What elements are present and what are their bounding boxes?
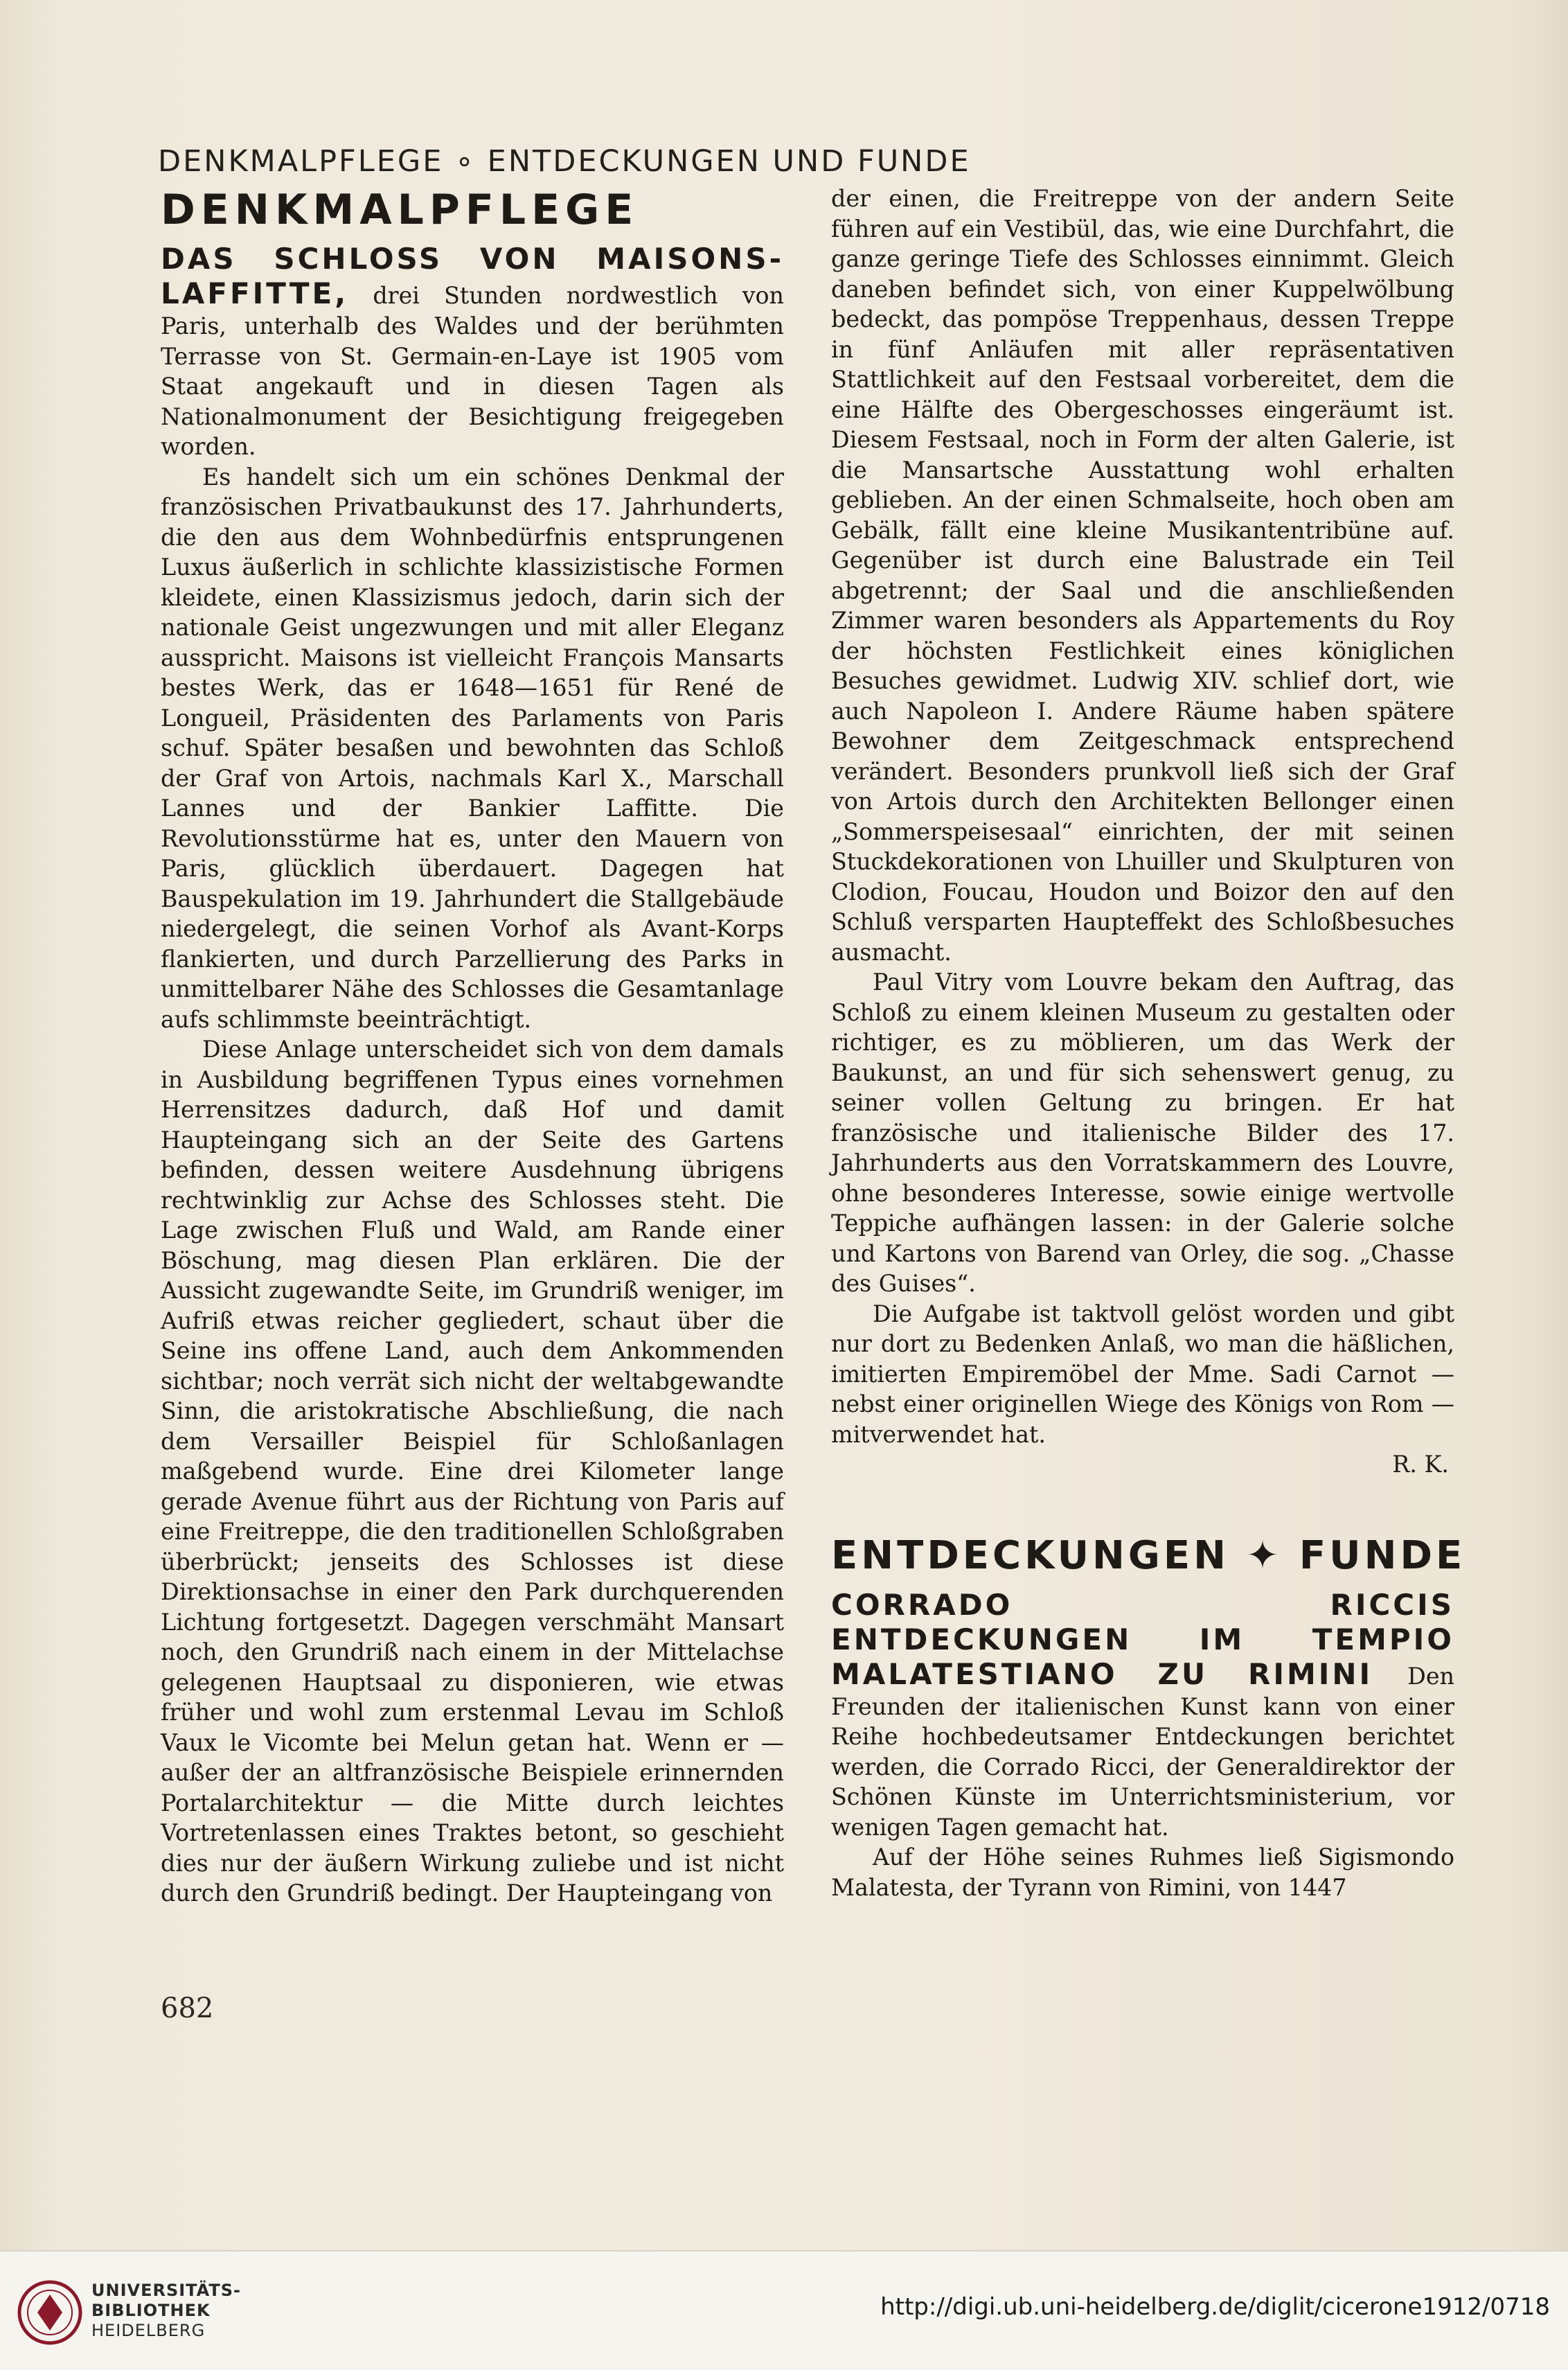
right-column (831, 184, 1466, 1902)
article-opening-paragraph (831, 1588, 1454, 1843)
article-opening-paragraph (161, 242, 784, 462)
article-opening-text: Den Freunden der italienischen Kunst kann von einer Reihe hochbedeutsamer Entdeckungen berichtet werden, die Corrado Ricci, der Generaldirektor der Schönen Künste im Unterrichtsministerium, vor wenigen Tagen gemacht hat. (831, 1662, 1454, 1841)
paragraph: Diese Anlage unterscheidet sich von dem damals in Ausbildung begriffenen Typus eines vornehmen Herrensitzes dadurch, daß Hof und damit Haupteingang sich an der Seite des Gartens befinden, dessen weitere Ausdehnung übrigens rechtwinklig zur Achse des Schlosses steht. Die Lage zwischen Fluß und Wald, am Rande einer Böschung, mag diesen Plan erklären. Die der Aussicht zugewandte Seite, im Grundriß weniger, im Aufriß etwas reicher gegliedert, schaut über die Seine ins offene Land, auch dem Ankommenden sichtbar; noch verrät sich nicht der weltabgewandte Sinn, die aristokratische Abschließung, die nach dem Versailler Beispiel für Schloßanlagen maßgebend wurde. Eine drei Kilometer lange gerade Avenue führt aus der Richtung von Paris auf eine Freitreppe, die den traditionellen Schloßgraben überbrückt; jenseits des Schlosses ist diese Direktionsachse in einer den Park durchquerenden Lichtung fortgesetzt. Dagegen verschmäht Mansart noch, den Grundriß nach einem in der Mittelachse gelegenen Hauptsaal zu disponieren, wie etwas früher und wohl zum erstenmal Levau im Schloß Vaux le Vicomte bei Melun getan hat. Wenn er — außer der an altfranzösische Beispiele erinnernden Portalarchitektur — die Mitte durch leichtes Vortretenlassen eines Traktes betont, so geschieht dies nur der äußern Wirkung zuliebe und ist nicht durch den Grundriß bedingt. Der Haupteingang von (161, 1036, 784, 1907)
article-opening-text: drei Stunden nordwestlich von Paris, unterhalb des Waldes und der berühmten Terrasse von St. Germain-en-Laye ist 1905 vom Staat angekauft und in diesen Tagen als Nationalmonument der Besichtigung freigegeben worden. (161, 282, 784, 460)
paragraph: Es handelt sich um ein schönes Denkmal der französischen Privatbaukunst des 17. Jahrhunderts, die den aus dem Wohnbedürfnis entsprungenen Luxus äußerlich in schlichte klassizistische Formen kleidete, einen Klassizismus jedoch, darin sich der nationale Geist ungezwungen und mit aller Eleganz ausspricht. Maisons ist vielleicht François Mansarts bestes Werk, das er 1648—1651 für René de Longueil, Präsidenten des Parlaments von Paris schuf. Später besaßen und bewohnten das Schloß der Graf von Artois, nachmals Karl X., Marschall Lannes und der Bankier Laffitte. Die Revolutionsstürme hat es, unter den Mauern von Paris, glücklich überdauert. Dagegen hat Bauspekulation im 19. Jahrhundert die Stallgebäude niedergelegt, die seinen Vorhof als Avant-Korps flankierten, und durch Parzellierung des Parks in unmittelbarer Nähe des Schlosses die Gesamtanlage aufs schlimmste beeinträchtigt. (161, 463, 784, 1033)
page-number: 682 (161, 1992, 214, 2024)
paragraph: Paul Vitry vom Louvre bekam den Auftrag, das Schloß zu einem kleinen Museum zu gestalten oder richtiger, es zu möblieren, um das Werk der Baukunst, an und für sich sehenswert genug, zu seiner vollen Geltung zu bringen. Er hat französische und italienische Bilder des 17. Jahrhunderts aus den Vorratskammern des Louvre, ohne besonderes Interesse, sowie einige wertvolle Teppiche aufhängen lassen: in der Galerie solche und Kartons von Barend van Orley, die sog. „Chasse des Guises“. (831, 969, 1454, 1297)
section-title-denkmalpflege: DENKMALPFLEGE (161, 186, 639, 234)
library-footer (0, 2250, 1568, 2370)
university-seal-icon (17, 2279, 83, 2346)
running-head: DENKMALPFLEGE ∘ ENTDECKUNGEN UND FUNDE (158, 144, 971, 179)
library-name-line: BIBLIOTHEK (91, 2301, 211, 2320)
article-title-corrado-ricci: CORRADO RICCIS ENTDECKUNGEN IM TEMPIO MALATESTIANO ZU RIMINI (831, 1587, 1454, 1691)
source-url-link[interactable]: http://digi.ub.uni-heidelberg.de/diglit/cicerone1912/0718 (880, 2293, 1550, 2321)
library-name-line: UNIVERSITÄTS- (91, 2281, 242, 2300)
author-signature: R. K. (1392, 1451, 1449, 1478)
paragraph: Auf der Höhe seines Ruhmes ließ Sigismondo Malatesta, der Tyrann von Rimini, von 1447 (831, 1843, 1454, 1901)
library-name-line: HEIDELBERG (91, 2321, 206, 2340)
section-title-entdeckungen-funde: ENTDECKUNGEN ✦ FUNDE (831, 1532, 1466, 1578)
library-name (91, 2281, 241, 2341)
paragraph: Die Aufgabe ist taktvoll gelöst worden und gibt nur dort zu Bedenken Anlaß, wo man die häßlichen, imitierten Empiremöbel der Mme. Sadi Carnot — nebst einer originellen Wiege des Königs von Rom — mitverwendet hat. (831, 1300, 1454, 1448)
left-column (161, 184, 784, 1909)
article-title-maisons-laffitte: DAS SCHLOSS VON MAISONS-LAFFITTE, (161, 242, 784, 310)
paragraph: der einen, die Freitreppe von der andern Seite führen auf ein Vestibül, das, wie eine Durchfahrt, die ganze geringe Tiefe des Schlosses einnimmt. Gleich daneben befindet sich, von einer Kuppelwölbung bedeckt, das pompöse Treppenhaus, dessen Treppe in fünf Anläufen mit aller repräsentativen Stattlichkeit auf den Festsaal vorbereitet, dem die eine Hälfte des Obergeschosses eingeräumt ist. Diesem Festsaal, noch in Form der alten Galerie, ist die Mansartsche Ausstattung wohl erhalten geblieben. An der einen Schmalseite, hoch oben am Gebälk, fällt eine kleine Musikantentribüne auf. Gegenüber ist durch eine Balustrade ein Teil abgetrennt; der Saal und die anschließenden Zimmer waren besonders als Appartements du Roy der höchsten Festlichkeit eines königlichen Besuches gewidmet. Ludwig XIV. schlief dort, wie auch Napoleon I. Andere Räume haben spätere Bewohner dem Zeitgeschmack entsprechend verändert. Besonders prunkvoll ließ sich der Graf von Artois durch den Architekten Bellonger einen „Sommerspeisesaal“ einrichten, der mit seinen Stuckdekorationen von Lhuiller und Skulpturen von Clodion, Foucau, Houdon und Boizor den auf den Schluß versparten Haupteffekt des Schloßbesuches ausmacht. (831, 185, 1454, 966)
